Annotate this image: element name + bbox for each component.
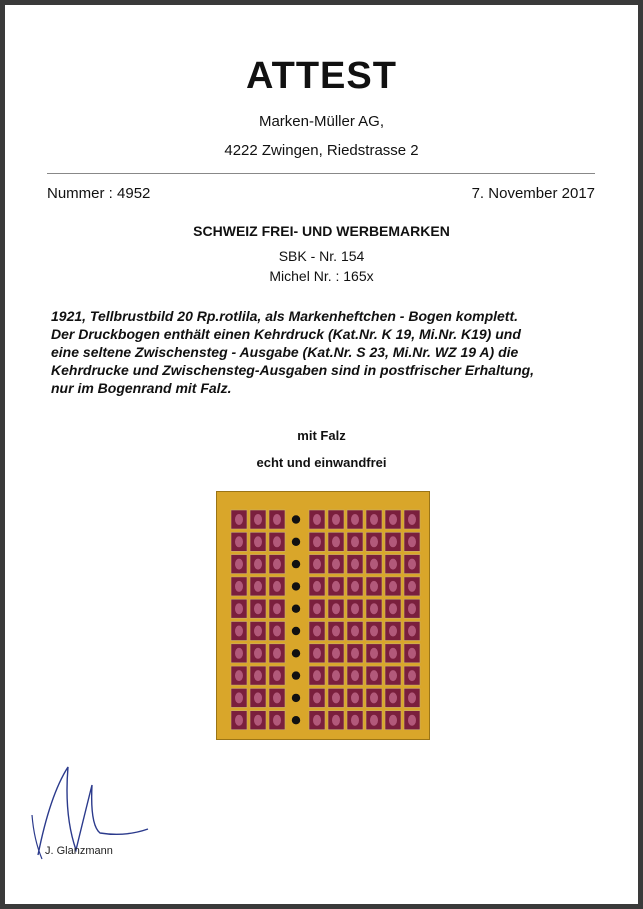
description-line: eine seltene Zwischensteg - Ausgabe (Kat.Nr. S 23, Mi.Nr. WZ 19 A) die <box>51 344 519 360</box>
stamp-portrait <box>235 670 243 681</box>
stamp-portrait <box>235 536 243 547</box>
stamp-portrait <box>408 536 416 547</box>
stamp-portrait <box>351 648 359 659</box>
stamp-portrait <box>235 514 243 525</box>
stamp-portrait <box>389 692 397 703</box>
stamp-portrait <box>370 692 378 703</box>
signatory-name: J. Glanzmann <box>45 845 113 857</box>
sbk-number: SBK - Nr. 154 <box>278 248 365 264</box>
stamp-portrait <box>351 581 359 592</box>
stamp-portrait <box>273 670 281 681</box>
stamp-portrait <box>254 670 262 681</box>
certificate-title: ATTEST <box>246 55 397 97</box>
stamp-portrait <box>370 603 378 614</box>
authenticity-verdict: echt und einwandfrei <box>256 455 387 470</box>
stamp-portrait <box>235 626 243 637</box>
stamp-portrait <box>408 692 416 703</box>
stamp-portrait <box>351 514 359 525</box>
stamp-portrait <box>351 603 359 614</box>
stamp-portrait <box>332 670 340 681</box>
company-address: 4222 Zwingen, Riedstrasse 2 <box>224 142 419 159</box>
stamp-portrait <box>313 626 321 637</box>
michel-number: Michel Nr. : 165x <box>269 268 374 284</box>
stamp-portrait <box>351 715 359 726</box>
gutter-hole <box>292 560 300 568</box>
stamp-portrait <box>273 715 281 726</box>
description-line: Kehrdrucke und Zwischensteg-Ausgaben sind in postfrischer Erhaltung, <box>51 362 535 378</box>
stamp-portrait <box>235 715 243 726</box>
gutter-hole <box>292 538 300 546</box>
stamp-portrait <box>254 692 262 703</box>
stamp-portrait <box>235 648 243 659</box>
gutter-hole <box>292 515 300 523</box>
stamp-portrait <box>351 692 359 703</box>
gutter-hole <box>292 671 300 679</box>
catalog-heading: SCHWEIZ FREI- UND WERBEMARKEN <box>193 223 450 239</box>
stamp-portrait <box>370 559 378 570</box>
hinge-status: mit Falz <box>297 428 346 443</box>
stamp-portrait <box>389 581 397 592</box>
gutter-hole <box>292 605 300 613</box>
stamp-portrait <box>254 514 262 525</box>
stamp-portrait <box>408 670 416 681</box>
description-line: 1921, Tellbrustbild 20 Rp.rotlila, als Markenheftchen - Bogen komplett. <box>51 308 519 324</box>
stamp-portrait <box>254 626 262 637</box>
stamp-portrait <box>408 559 416 570</box>
stamp-portrait <box>273 648 281 659</box>
stamp-portrait <box>313 514 321 525</box>
stamp-sheet-graphic <box>217 492 429 739</box>
stamp-portrait <box>351 559 359 570</box>
certificate-date: 7. November 2017 <box>471 185 595 202</box>
stamp-portrait <box>408 626 416 637</box>
stamp-portrait <box>351 670 359 681</box>
stamp-portrait <box>273 626 281 637</box>
stamp-portrait <box>332 692 340 703</box>
stamp-portrait <box>273 559 281 570</box>
stamp-portrait <box>332 648 340 659</box>
certificate-page <box>5 5 638 904</box>
stamp-portrait <box>313 603 321 614</box>
stamp-portrait <box>370 514 378 525</box>
gutter-hole <box>292 716 300 724</box>
stamp-portrait <box>332 715 340 726</box>
stamp-portrait <box>389 536 397 547</box>
stamp-portrait <box>370 536 378 547</box>
stamp-portrait <box>273 536 281 547</box>
stamp-portrait <box>389 670 397 681</box>
gutter-hole <box>292 649 300 657</box>
gutter-hole <box>292 694 300 702</box>
stamp-portrait <box>408 603 416 614</box>
stamp-portrait <box>370 626 378 637</box>
stamp-portrait <box>313 670 321 681</box>
stamp-portrait <box>389 626 397 637</box>
stamp-portrait <box>273 603 281 614</box>
stamp-portrait <box>332 581 340 592</box>
stamp-portrait <box>254 648 262 659</box>
stamp-portrait <box>273 581 281 592</box>
stamp-portrait <box>389 559 397 570</box>
stamp-portrait <box>332 514 340 525</box>
stamp-portrait <box>273 692 281 703</box>
stamp-portrait <box>235 581 243 592</box>
stamp-portrait <box>351 626 359 637</box>
stamp-portrait <box>332 536 340 547</box>
stamp-portrait <box>389 648 397 659</box>
stamp-portrait <box>235 692 243 703</box>
stamp-portrait <box>332 603 340 614</box>
stamp-portrait <box>313 692 321 703</box>
stamp-portrait <box>313 581 321 592</box>
stamp-portrait <box>254 603 262 614</box>
stamp-portrait <box>254 536 262 547</box>
description-line: nur im Bogenrand mit Falz. <box>51 380 232 396</box>
stamp-portrait <box>389 715 397 726</box>
stamp-portrait <box>370 715 378 726</box>
certificate-number: Nummer : 4952 <box>47 185 151 202</box>
stamp-portrait <box>254 559 262 570</box>
description-line: Der Druckbogen enthält einen Kehrdruck (Kat.Nr. K 19, Mi.Nr. K19) und <box>51 326 521 342</box>
stamp-portrait <box>332 626 340 637</box>
stamp-portrait <box>370 648 378 659</box>
stamp-description <box>51 307 611 397</box>
stamp-portrait <box>408 581 416 592</box>
stamp-portrait <box>313 715 321 726</box>
stamp-portrait <box>370 581 378 592</box>
stamp-portrait <box>313 536 321 547</box>
stamp-portrait <box>389 514 397 525</box>
gutter-hole <box>292 627 300 635</box>
stamp-portrait <box>408 715 416 726</box>
divider-line <box>47 173 595 174</box>
stamp-portrait <box>332 559 340 570</box>
stamp-portrait <box>254 715 262 726</box>
stamp-portrait <box>254 581 262 592</box>
stamp-sheet-image <box>216 491 430 740</box>
stamp-portrait <box>235 603 243 614</box>
stamp-portrait <box>313 648 321 659</box>
gutter-hole <box>292 582 300 590</box>
stamp-portrait <box>408 514 416 525</box>
company-name: Marken-Müller AG, <box>258 113 385 130</box>
stamp-portrait <box>351 536 359 547</box>
stamp-portrait <box>235 559 243 570</box>
stamp-portrait <box>408 648 416 659</box>
stamp-portrait <box>313 559 321 570</box>
stamp-portrait <box>389 603 397 614</box>
stamp-portrait <box>370 670 378 681</box>
stamp-portrait <box>273 514 281 525</box>
